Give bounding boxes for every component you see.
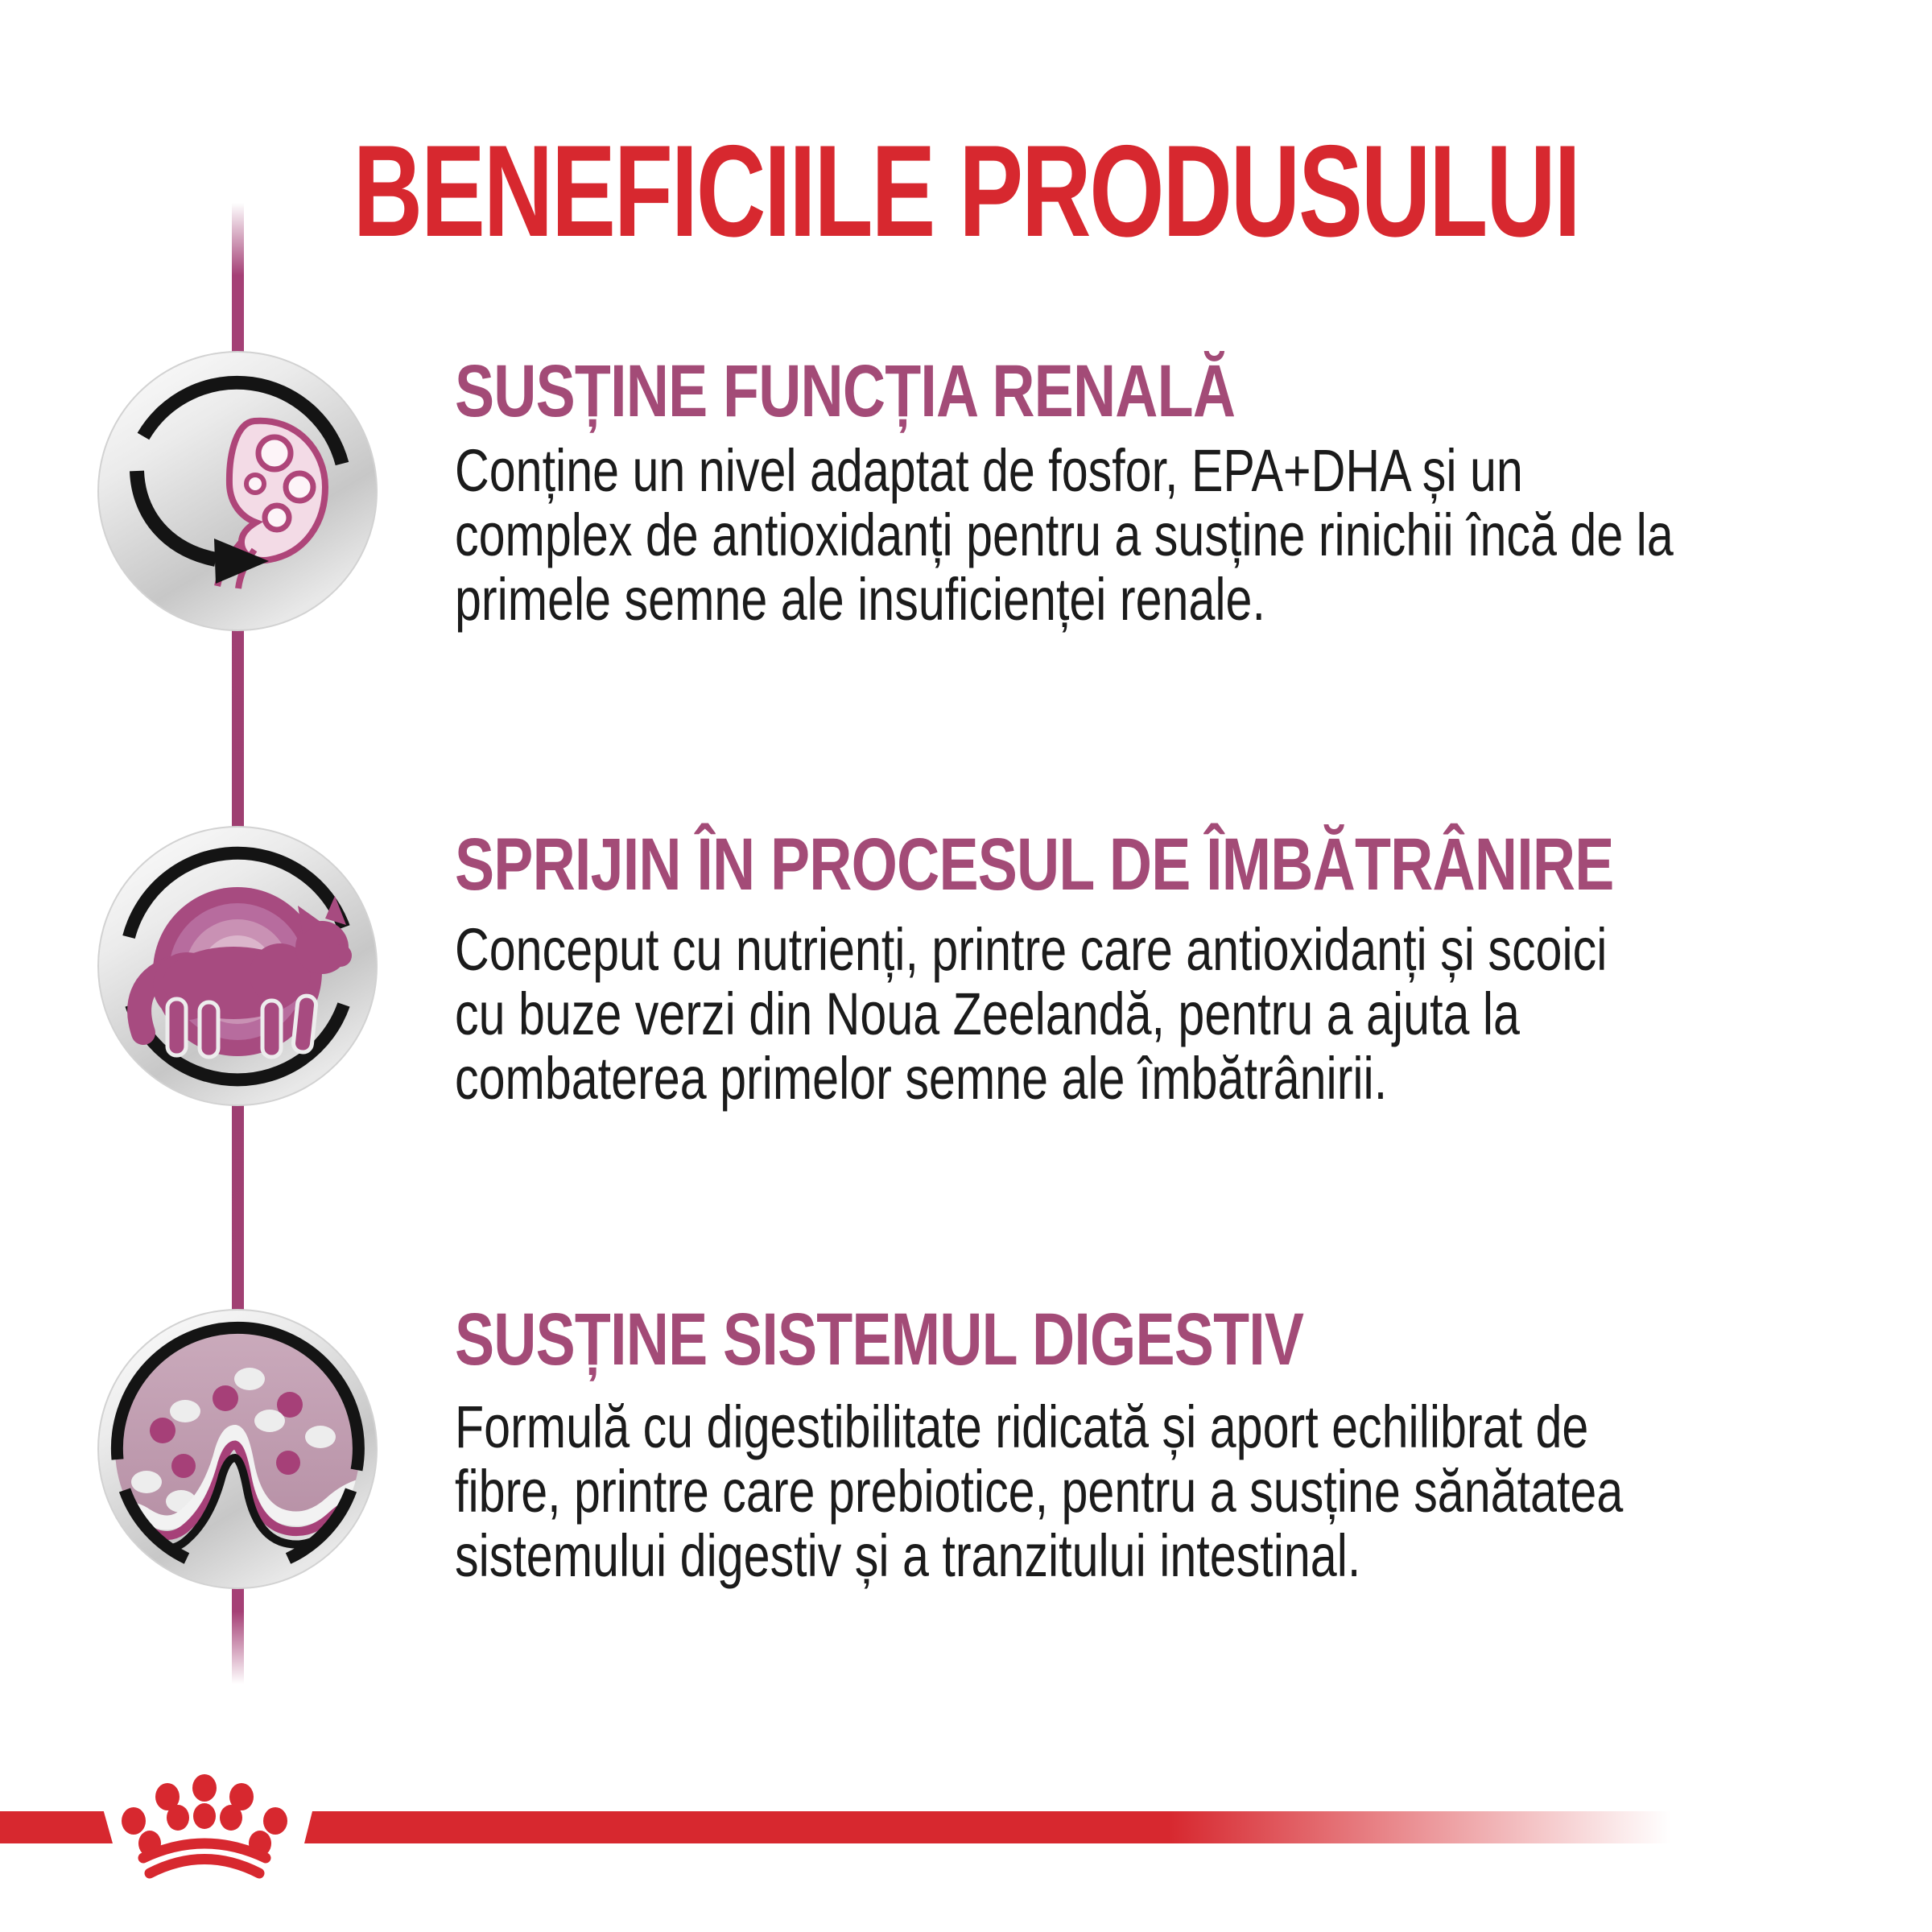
benefit-1-heading (455, 350, 1430, 432)
royal-canin-crown-logo (119, 1768, 290, 1880)
benefit-1-description (455, 439, 1932, 632)
benefit-3-description (455, 1395, 1915, 1588)
benefit-3-line-1: Formulă cu digestibilitate ridicată și aport echilibrat de (455, 1393, 1589, 1460)
benefit-3-heading-text: SUSȚINE SISTEMUL DIGESTIV (455, 1298, 1304, 1381)
benefit-1-line-3: primele semne ale insuficienței renale. (455, 566, 1265, 633)
benefit-2-line-2: cu buze verzi din Noua Zeelandă, pentru a ajuta la (455, 980, 1520, 1047)
page-title (0, 118, 1932, 264)
benefit-1-line-2: complex de antioxidanți pentru a susține rinichii încă de la (455, 502, 1674, 568)
benefit-2-heading-text: SPRIJIN ÎN PROCESUL DE ÎMBĂTRÂNIRE (455, 824, 1614, 906)
page-title-text: BENEFICIILE PRODUSULUI (353, 118, 1579, 264)
digestive-system-icon (97, 1308, 378, 1590)
benefit-2-heading (455, 824, 1903, 906)
benefit-1-line-1: Conține un nivel adaptat de fosfor, EPA+DHA și un (455, 437, 1523, 504)
footer-red-bar-right (304, 1811, 1699, 1843)
benefit-3-line-2: fibre, printre care prebiotice, pentru a susține sănătatea (455, 1458, 1624, 1525)
kidney-icon (97, 350, 378, 632)
aging-cat-icon (97, 825, 378, 1107)
benefit-2-line-1: Conceput cu nutrienți, printre care antioxidanți și scoici (455, 916, 1608, 983)
benefit-1-heading-text: SUSȚINE FUNCȚIA RENALĂ (455, 350, 1236, 432)
benefit-3-line-3: sistemului digestiv și a tranzitului intestinal. (455, 1522, 1361, 1589)
benefit-2-line-3: combaterea primelor semne ale îmbătrânirii. (455, 1045, 1388, 1112)
benefit-3-heading (455, 1298, 1516, 1381)
benefit-2-description (455, 918, 1895, 1111)
footer-red-bar-left (0, 1811, 113, 1843)
